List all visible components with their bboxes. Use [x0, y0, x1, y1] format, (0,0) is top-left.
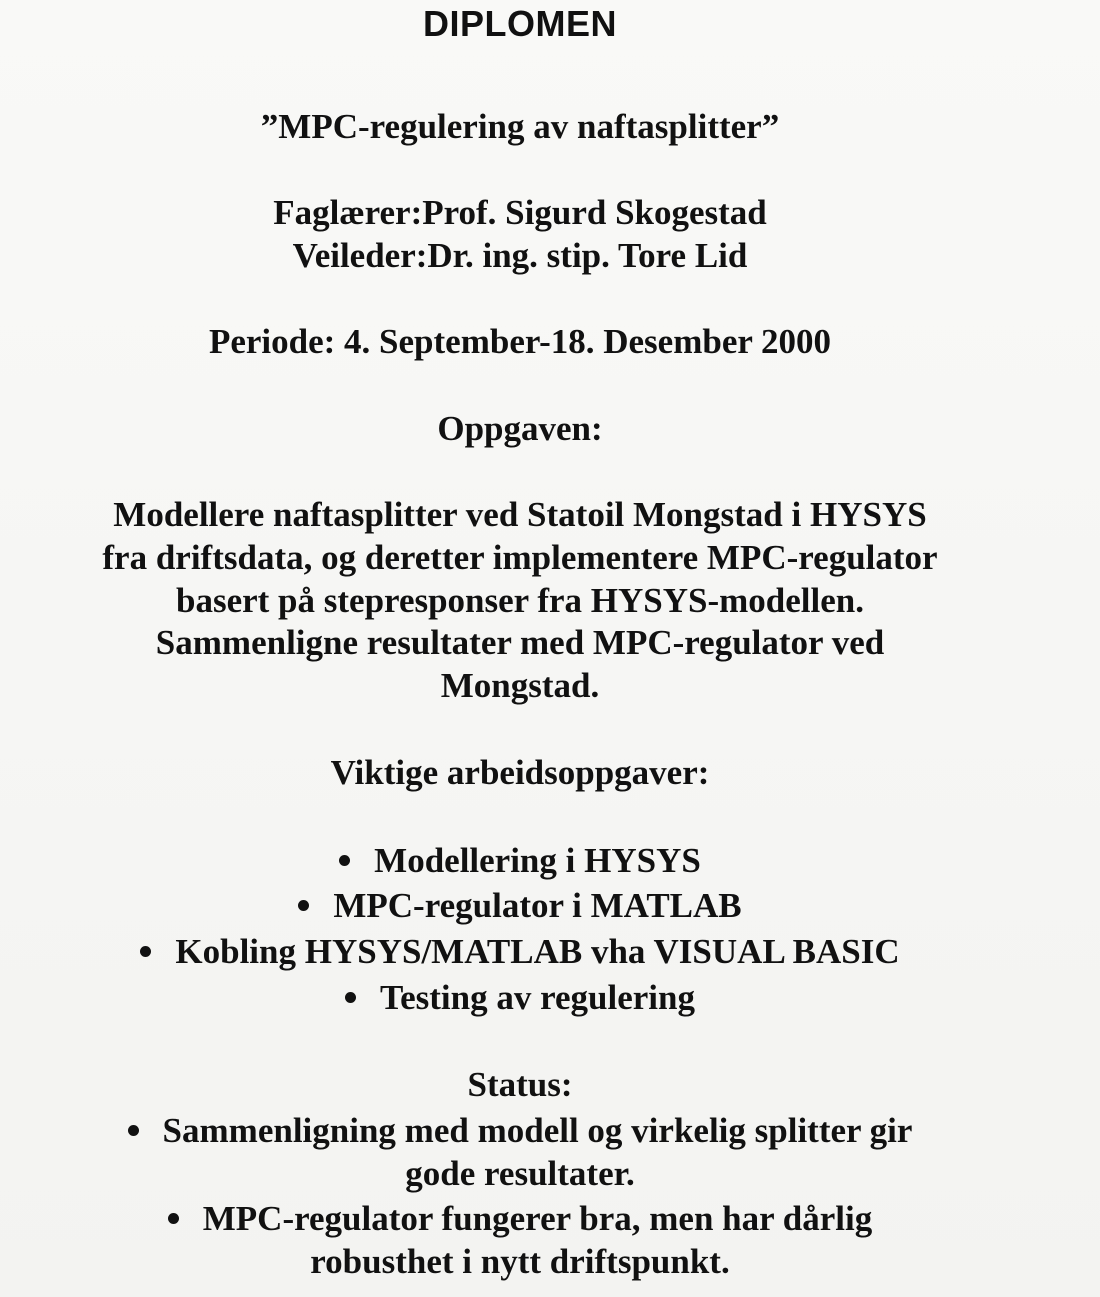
- bullet-icon: [128, 1125, 139, 1136]
- arbeid-item: [0, 839, 1040, 882]
- arbeid-item-label: Modellering i HYSYS: [374, 841, 701, 880]
- arbeid-item-label: MPC-regulator i MATLAB: [333, 886, 742, 925]
- oppgaven-text-line: basert på stepresponser fra HYSYS-modellen.: [175, 581, 864, 620]
- bullet-icon: [168, 1213, 179, 1224]
- oppgaven-text-line: fra driftsdata, og deretter implementere MPC-regulator: [102, 538, 938, 577]
- bullet-icon: [345, 992, 356, 1003]
- status-item-line2: gode resultater.: [405, 1154, 635, 1193]
- bullet-icon: [339, 855, 350, 866]
- arbeid-item: [0, 930, 1040, 973]
- status-item-line1: MPC-regulator fungerer bra, men har dårlig: [202, 1199, 873, 1238]
- oppgaven-heading: Oppgaven:: [437, 409, 603, 448]
- status-item-line1: Sammenligning med modell og virkelig splitter gir: [162, 1111, 913, 1150]
- arbeid-item: [0, 976, 1040, 1019]
- periode-line: Periode: 4. September-18. Desember 2000: [208, 322, 832, 361]
- bullet-icon: [140, 946, 151, 957]
- status-item-line2: robusthet i nytt driftspunkt.: [310, 1242, 730, 1281]
- faglaerer-line: Faglærer:Prof. Sigurd Skogestad: [273, 193, 767, 232]
- status-heading: Status:: [467, 1065, 573, 1104]
- arbeid-item-label: Kobling HYSYS/MATLAB vha VISUAL BASIC: [175, 932, 900, 971]
- status-item: [0, 1109, 1040, 1152]
- oppgaven-text-line: Sammenligne resultater med MPC-regulator ved: [155, 623, 885, 662]
- document-title: DIPLOMEN: [422, 3, 617, 44]
- oppgaven-text-line: Modellere naftasplitter ved Statoil Mongstad i HYSYS: [113, 495, 927, 534]
- status-item: [0, 1197, 1040, 1240]
- oppgaven-text-line: Mongstad.: [440, 666, 600, 705]
- bullet-icon: [298, 900, 309, 911]
- arbeid-item: [0, 884, 1040, 927]
- arbeid-item-label: Testing av regulering: [379, 978, 696, 1017]
- veileder-line: Veileder:Dr. ing. stip. Tore Lid: [292, 236, 748, 275]
- thesis-title: ”MPC-regulering av naftasplitter”: [260, 107, 780, 146]
- arbeid-heading: Viktige arbeidsoppgaver:: [330, 753, 710, 792]
